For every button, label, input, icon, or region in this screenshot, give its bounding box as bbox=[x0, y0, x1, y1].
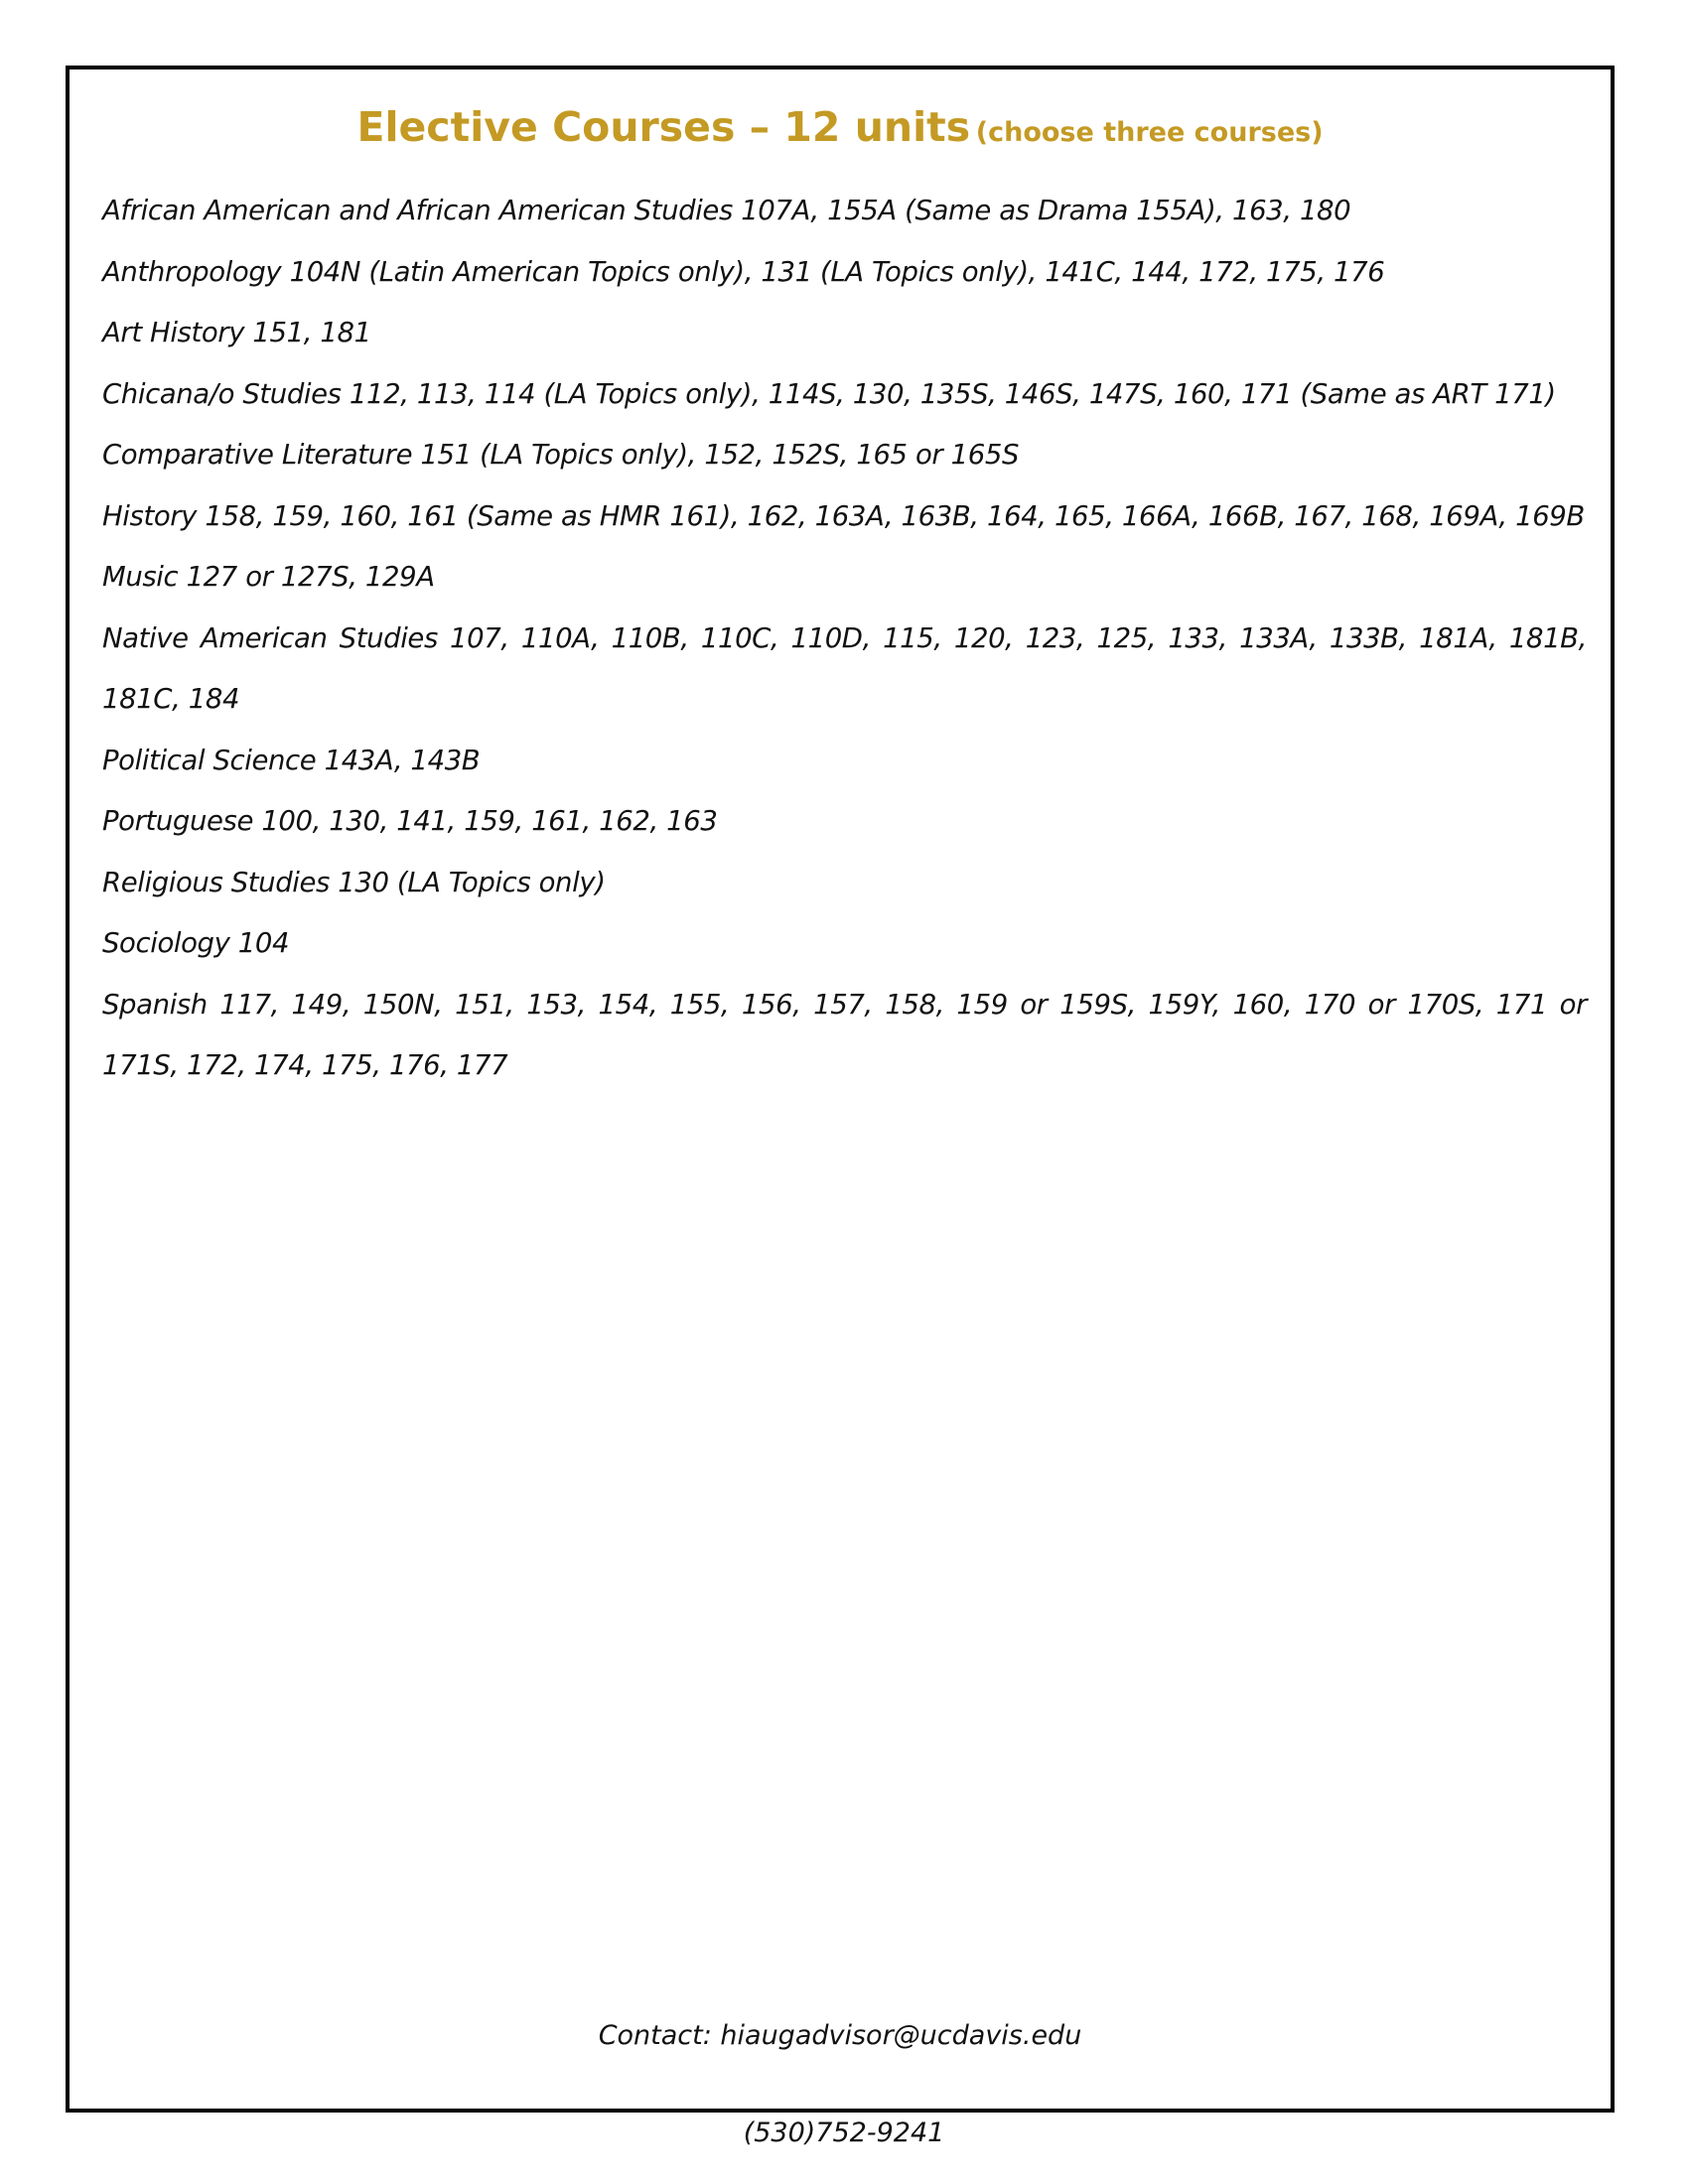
course-list bbox=[102, 181, 1587, 1097]
contact-phone: (530)752-9241 bbox=[743, 2117, 945, 2148]
course-line-african-american-studies: African American and African American Studies 107A, 155A (Same as Drama 155A), 163, 180 bbox=[102, 195, 1351, 226]
contact-email: Contact: hiaugadvisor@ucdavis.edu bbox=[598, 2020, 1082, 2051]
heading-main: Elective Courses – 12 units bbox=[356, 103, 971, 151]
course-line-music: Music 127 or 127S, 129A bbox=[102, 561, 435, 593]
course-line-anthropology: Anthropology 104N (Latin American Topics only), 131 (LA Topics only), 141C, 144, 172, 175, 176 bbox=[102, 255, 1385, 288]
course-line-comparative-literature: Comparative Literature 151 (LA Topics only), 152, 152S, 165 or 165S bbox=[102, 439, 1020, 471]
course-line-spanish: Spanish 117, 149, 150N, 151, 153, 154, 155, 156, 157, 158, 159 or 159S, 159Y, 160, 170 or 170S, 171 or 171S, 172, 174, 175, 176, 177 bbox=[102, 988, 1587, 1081]
course-line-art-history: Art History 151, 181 bbox=[102, 317, 371, 348]
page-border bbox=[66, 66, 1615, 2113]
heading-subtitle: (choose three courses) bbox=[975, 117, 1324, 148]
course-line-chicana-o-studies: Chicana/o Studies 112, 113, 114 (LA Topics only), 114S, 130, 135S, 146S, 147S, 160, 171 (Same as ART 171) bbox=[102, 377, 1556, 410]
course-line-political-science: Political Science 143A, 143B bbox=[102, 744, 481, 776]
course-line-history: History 158, 159, 160, 161 (Same as HMR 161), 162, 163A, 163B, 164, 165, 166A, 166B, 167, 168, 169A, 169B bbox=[102, 499, 1585, 532]
course-line-portuguese: Portuguese 100, 130, 141, 159, 161, 162, 163 bbox=[102, 805, 718, 837]
course-line-native-american-studies: Native American Studies 107, 110A, 110B, 110C, 110D, 115, 120, 123, 125, 133, 133A, 133B, 181A, 181B, 181C, 184 bbox=[102, 621, 1587, 715]
course-line-sociology: Sociology 104 bbox=[102, 927, 290, 959]
course-line-religious-studies: Religious Studies 130 (LA Topics only) bbox=[102, 866, 606, 898]
page-title bbox=[70, 103, 1611, 151]
